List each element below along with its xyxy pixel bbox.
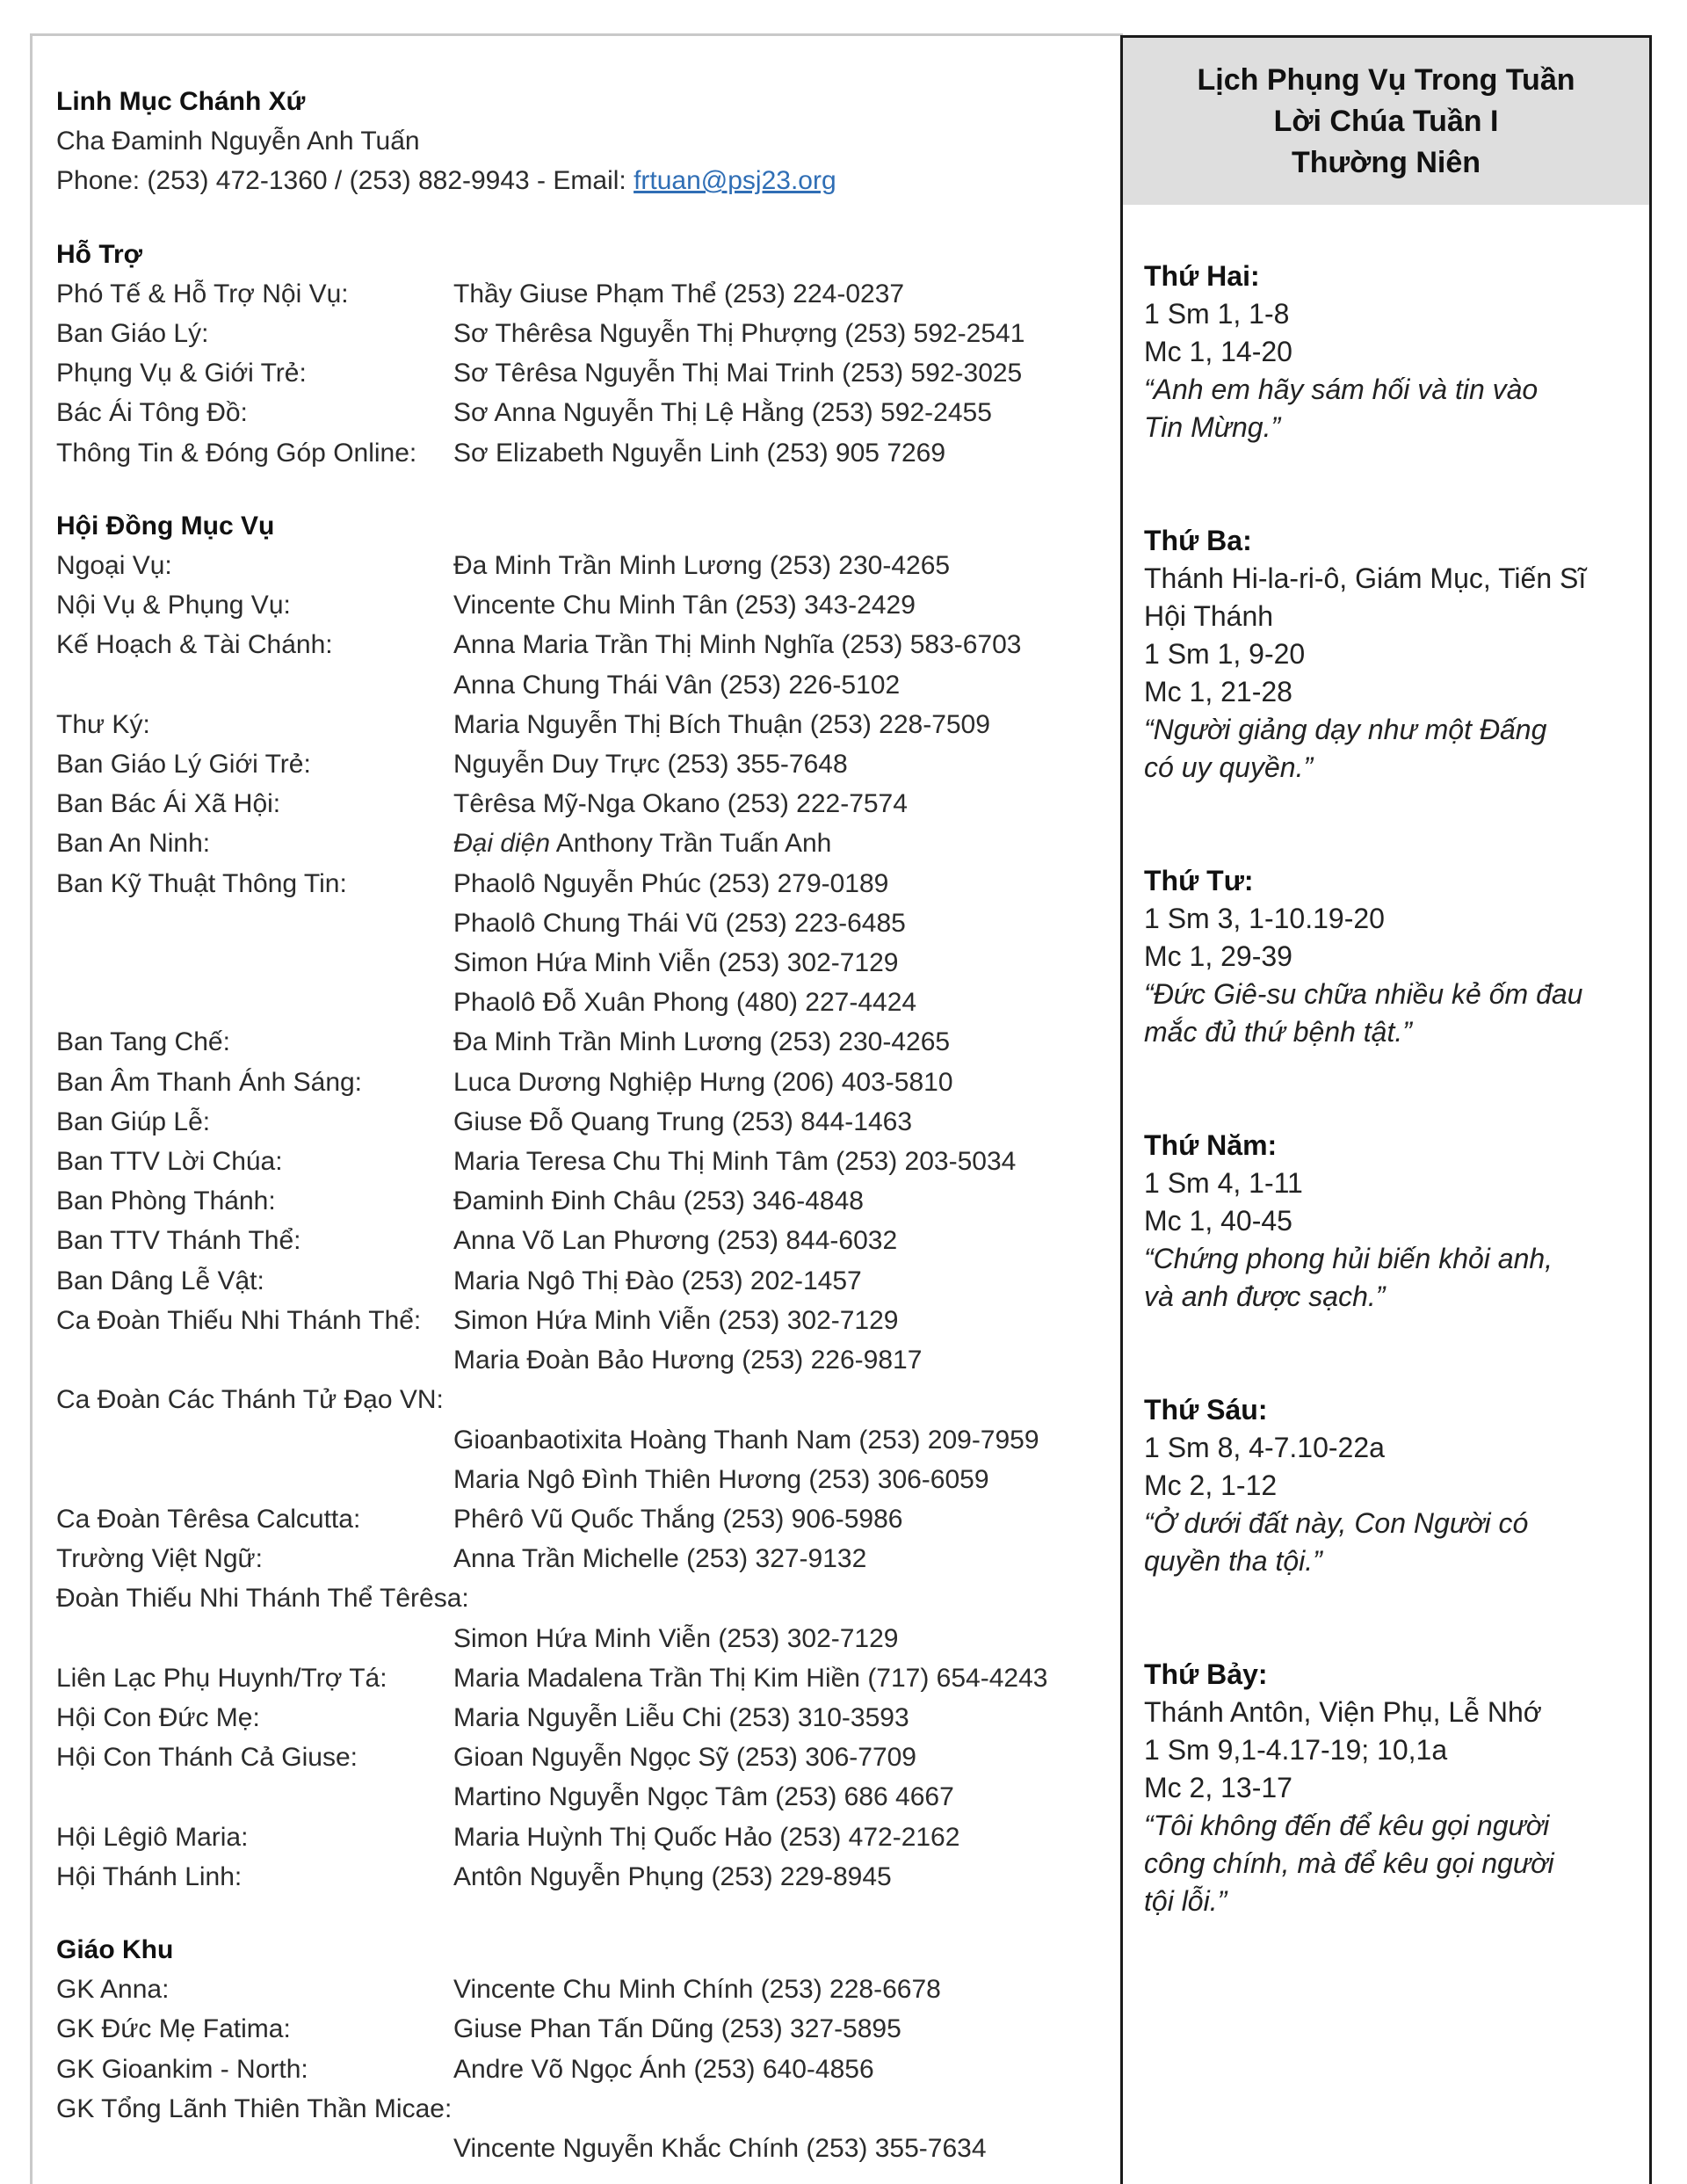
liturgy-reading: 1 Sm 3, 1-10.19-20 — [1144, 903, 1385, 934]
directory-value-text: Anna Maria Trần Thị Minh Nghĩa (253) 583-6703 — [453, 630, 1022, 660]
directory-value-text: Vincente Chu Minh Chính (253) 228-6678 — [453, 1975, 941, 2005]
directory-row — [56, 353, 1111, 393]
directory-label: Hội Con Thánh Cả Giuse: — [56, 1743, 358, 1773]
directory-row — [56, 983, 1111, 1022]
directory-value — [453, 314, 1111, 353]
directory-row — [56, 1301, 1111, 1340]
directory-value-text: Antôn Nguyễn Phụng (253) 229-8945 — [453, 1861, 892, 1891]
directory-row — [56, 943, 1111, 983]
directory-value-text: Giuse Phan Tấn Dũng (253) 327-5895 — [453, 2014, 901, 2044]
liturgy-quote: “Chứng phong hủi biến khỏi anh, — [1144, 1243, 1553, 1274]
liturgy-header — [1123, 38, 1649, 205]
directory-value-text: Simon Hứa Minh Viễn (253) 302-7129 — [453, 1305, 899, 1335]
liturgy-quote: công chính, mà để kêu gọi người — [1144, 1847, 1554, 1879]
directory-label: Đoàn Thiếu Nhi Thánh Thể Têrêsa: — [56, 1584, 469, 1614]
directory-value-text: Gioanbaotixita Hoàng Thanh Nam (253) 209-7959 — [453, 1425, 1039, 1455]
directory-label: Ban Âm Thanh Ánh Sáng: — [56, 1067, 363, 1097]
directory-value — [453, 1460, 1111, 1499]
directory-value — [453, 585, 1111, 625]
liturgy-quote: có uy quyền.” — [1144, 751, 1314, 783]
directory-row — [56, 705, 1111, 744]
directory-label — [56, 1420, 453, 1460]
directory-value — [453, 1777, 1111, 1817]
directory-label: GK Tổng Lãnh Thiên Thần Micae: — [56, 2093, 453, 2123]
directory-value — [453, 1499, 1111, 1539]
directory-label: Ban TTV Thánh Thể: — [56, 1226, 301, 1256]
directory-label: Ban An Ninh: — [56, 829, 211, 859]
directory-value — [453, 744, 1111, 784]
directory-row — [56, 744, 1111, 784]
directory-label: Ban Tang Chế: — [56, 1027, 230, 1057]
pastor-title: Linh Mục Chánh Xứ — [56, 87, 306, 116]
directory-value — [453, 1857, 1111, 1897]
directory-value — [453, 274, 1111, 314]
directory-value-text: Giuse Đỗ Quang Trung (253) 844-1463 — [453, 1107, 912, 1136]
directory-value — [453, 665, 1111, 705]
directory-value-text: Têrêsa Mỹ-Nga Okano (253) 222-7574 — [453, 789, 908, 819]
directory-value — [453, 705, 1111, 744]
liturgy-day — [1144, 1391, 1649, 1580]
directory-value — [453, 784, 1111, 824]
directory-row — [56, 393, 1111, 432]
directory-value-text: Anna Võ Lan Phương (253) 844-6032 — [453, 1226, 898, 1256]
directory-label — [56, 943, 453, 983]
directory-value — [453, 625, 1111, 664]
directory-label — [56, 983, 453, 1022]
directory-label: Ban Kỹ Thuật Thông Tin: — [56, 868, 347, 898]
liturgy-day-name: Thứ Hai: — [1144, 260, 1260, 292]
liturgy-reading: Thánh Antôn, Viện Phụ, Lễ Nhớ — [1144, 1696, 1542, 1728]
directory-label: Hội Lêgiô Maria: — [56, 1822, 249, 1852]
directory-value — [453, 1738, 1111, 1777]
directory-value-text: Đa Minh Trần Minh Lương (253) 230-4265 — [453, 1027, 951, 1057]
directory-value-text: Anna Chung Thái Vân (253) 226-5102 — [453, 670, 901, 700]
directory-value-text: Simon Hứa Minh Viễn (253) 302-7129 — [453, 948, 899, 978]
liturgy-reading: Hội Thánh — [1144, 600, 1274, 632]
directory-value — [453, 2129, 1111, 2168]
council-title: Hội Đồng Mục Vụ — [56, 511, 275, 541]
directory-value — [453, 1970, 1111, 2009]
directory-row — [56, 546, 1111, 585]
directory-value — [453, 433, 1111, 473]
directory-label — [56, 1340, 453, 1380]
liturgy-quote: “Đức Giê-su chữa nhiều kẻ ốm đau — [1144, 978, 1583, 1010]
directory-label: Phụng Vụ & Giới Trẻ: — [56, 359, 307, 388]
directory-label: Ca Đoàn Thiếu Nhi Thánh Thể: — [56, 1305, 422, 1335]
directory-value — [453, 983, 1111, 1022]
liturgy-reading: 1 Sm 1, 9-20 — [1144, 638, 1306, 670]
liturgy-reading: 1 Sm 9,1-4.17-19; 10,1a — [1144, 1734, 1448, 1766]
directory-value — [453, 1698, 1111, 1738]
liturgy-reading: 1 Sm 8, 4-7.10-22a — [1144, 1432, 1385, 1463]
liturgy-quote: Tin Mừng.” — [1144, 411, 1281, 443]
directory-value — [453, 1340, 1111, 1380]
liturgy-reading: 1 Sm 4, 1-11 — [1144, 1167, 1303, 1199]
directory-label: Ngoại Vụ: — [56, 551, 172, 581]
directory-value-italic: Đại diện — [453, 829, 551, 859]
directory-value — [453, 1142, 1111, 1181]
directory-value-text: Đa Minh Trần Minh Lương (253) 230-4265 — [453, 551, 951, 581]
directory-row — [56, 1539, 1111, 1578]
directory-value — [453, 1063, 1111, 1102]
liturgy-day-name: Thứ Bảy: — [1144, 1658, 1268, 1690]
directory-value-text: Sơ Thêrêsa Nguyễn Thị Phượng (253) 592-2541 — [453, 319, 1025, 349]
directory-row — [56, 1340, 1111, 1380]
liturgy-quote: “Tôi không đến để kêu gọi người — [1144, 1810, 1550, 1841]
directory-label: Ban Phòng Thánh: — [56, 1186, 276, 1216]
liturgy-reading: Thánh Hi-la-ri-ô, Giám Mục, Tiến Sĩ — [1144, 562, 1587, 594]
directory-row — [56, 1102, 1111, 1142]
directory-value-text: Sơ Têrêsa Nguyễn Thị Mai Trinh (253) 592-3025 — [453, 359, 1023, 388]
directory-label: Hội Thánh Linh: — [56, 1861, 243, 1891]
directory-row — [56, 1261, 1111, 1301]
directory-label: Phó Tế & Hỗ Trợ Nội Vụ: — [56, 279, 349, 308]
directory-value-text: Phaolô Chung Thái Vũ (253) 223-6485 — [453, 908, 906, 938]
directory-row — [56, 1857, 1111, 1897]
directory-value — [453, 1818, 1111, 1857]
directory-row — [56, 1181, 1111, 1221]
pastor-contact-phone: Phone: (253) 472-1360 / (253) 882-9943 - Email: — [56, 166, 634, 196]
directory-row — [56, 1970, 1111, 2009]
directory-row — [56, 903, 1111, 943]
directory-label: Bác Ái Tông Đồ: — [56, 398, 248, 428]
liturgy-quote: “Ở dưới đất này, Con Người có — [1144, 1507, 1529, 1539]
directory-value — [453, 2050, 1111, 2089]
districts-title: Giáo Khu — [56, 1934, 174, 1964]
directory-row — [56, 1420, 1111, 1460]
liturgy-reading: Mc 2, 1-12 — [1144, 1469, 1278, 1501]
directory-value-text: Anthony Trần Tuấn Anh — [550, 829, 832, 859]
directory-value-text: Gioan Nguyễn Ngọc Sỹ (253) 306-7709 — [453, 1743, 916, 1773]
liturgy-day — [1144, 1656, 1649, 1920]
directory-value-text: Nguyễn Duy Trực (253) 355-7648 — [453, 750, 848, 780]
directory-value — [453, 1102, 1111, 1142]
liturgy-day — [1144, 258, 1649, 446]
directory-label: Ban Giáo Lý Giới Trẻ: — [56, 750, 311, 780]
directory-label — [56, 665, 453, 705]
directory-value-text: Maria Ngô Đình Thiên Hương (253) 306-6059 — [453, 1464, 989, 1494]
liturgy-quote: “Anh em hãy sám hối và tin vào — [1144, 374, 1539, 405]
directory-value — [453, 1619, 1111, 1658]
directory-row — [56, 1063, 1111, 1102]
liturgy-reading: 1 Sm 1, 1-8 — [1144, 298, 1290, 330]
directory-value — [453, 393, 1111, 432]
directory-value-text: Sơ Anna Nguyễn Thị Lệ Hằng (253) 592-2455 — [453, 398, 992, 428]
directory-row — [56, 2009, 1111, 2049]
liturgy-day-name: Thứ Tư: — [1144, 865, 1254, 896]
council-section — [56, 506, 1111, 1897]
liturgy-quote: tội lỗi.” — [1144, 1885, 1227, 1917]
council-list — [56, 546, 1111, 1897]
directory-value-text: Phaolô Nguyễn Phúc (253) 279-0189 — [453, 868, 889, 898]
directory-label: Kế Hoạch & Tài Chánh: — [56, 630, 333, 660]
directory-value-text: Maria Nguyễn Liễu Chi (253) 310-3593 — [453, 1702, 909, 1732]
directory-value-text: Maria Madalena Trần Thị Kim Hiền (717) 654-4243 — [453, 1663, 1048, 1693]
directory-label: Liên Lạc Phụ Huynh/Trợ Tá: — [56, 1663, 387, 1693]
directory-label — [56, 1619, 453, 1658]
directory-row — [56, 1221, 1111, 1260]
directory-value — [453, 1022, 1111, 1062]
support-section — [56, 235, 1111, 473]
directory-label — [56, 1460, 453, 1499]
liturgy-reading: Mc 1, 21-28 — [1144, 676, 1292, 707]
directory-label: Trường Việt Ngữ: — [56, 1544, 263, 1574]
liturgy-quote: mắc đủ thứ bệnh tật.” — [1144, 1016, 1412, 1048]
directory-row — [56, 864, 1111, 903]
liturgy-days — [1123, 205, 1649, 1920]
liturgy-reading: Mc 1, 40-45 — [1144, 1205, 1292, 1237]
directory-label: Thư Ký: — [56, 709, 150, 739]
directory-value-text: Anna Trần Michelle (253) 327-9132 — [453, 1544, 867, 1574]
directory-value-text: Phêrô Vũ Quốc Thắng (253) 906-5986 — [453, 1504, 903, 1534]
directory-value-text: Thầy Giuse Phạm Thể (253) 224-0237 — [453, 279, 905, 308]
directory-label: Ban Giáo Lý: — [56, 319, 209, 349]
directory-value — [453, 546, 1111, 585]
directory-value — [453, 1658, 1111, 1698]
directory-label: Ban Dâng Lễ Vật: — [56, 1266, 264, 1295]
directory-value-text: Maria Đoàn Bảo Hương (253) 226-9817 — [453, 1346, 923, 1375]
directory-value-text: Maria Huỳnh Thị Quốc Hảo (253) 472-2162 — [453, 1822, 960, 1852]
liturgy-header-line: Lời Chúa Tuần I — [1273, 104, 1499, 138]
directory-label: Nội Vụ & Phụng Vụ: — [56, 591, 291, 620]
liturgy-day-name: Thứ Ba: — [1144, 525, 1252, 556]
liturgy-box — [1120, 35, 1652, 2184]
directory-row — [56, 1658, 1111, 1698]
directory-row — [56, 1022, 1111, 1062]
directory-label: Ban Bác Ái Xã Hội: — [56, 789, 281, 819]
directory-row — [56, 1460, 1111, 1499]
liturgy-day-name: Thứ Năm: — [1144, 1129, 1278, 1161]
directory-value — [453, 1301, 1111, 1340]
liturgy-header-line: Thường Niên — [1292, 145, 1481, 179]
directory-value — [453, 1221, 1111, 1260]
liturgy-quote: “Người giảng dạy như một Đấng — [1144, 714, 1547, 745]
directory-row — [56, 1818, 1111, 1857]
directory-value — [453, 1420, 1111, 1460]
directory-value — [453, 2009, 1111, 2049]
directory-row — [56, 625, 1111, 664]
directory-row — [56, 1698, 1111, 1738]
directory-value — [453, 1181, 1111, 1221]
directory-row — [56, 1578, 1111, 1618]
directory-value-text: Sơ Elizabeth Nguyễn Linh (253) 905 7269 — [453, 438, 946, 468]
liturgy-quote: quyền tha tội.” — [1144, 1545, 1322, 1577]
directory-row — [56, 2129, 1111, 2168]
directory-label: GK Đức Mẹ Fatima: — [56, 2014, 291, 2044]
directory-label: Thông Tin & Đóng Góp Online: — [56, 438, 417, 468]
directory-value-text: Vincente Chu Minh Tân (253) 343-2429 — [453, 591, 916, 620]
directory-row — [56, 784, 1111, 824]
directory-row — [56, 2050, 1111, 2089]
directory-row — [56, 274, 1111, 314]
liturgy-day — [1144, 862, 1649, 1051]
directory-value-text: Phaolô Đỗ Xuân Phong (480) 227-4424 — [453, 988, 917, 1018]
directory-label: Ca Đoàn Têrêsa Calcutta: — [56, 1504, 361, 1534]
directory-label: Ban Giúp Lễ: — [56, 1107, 211, 1136]
directory-row — [56, 1738, 1111, 1777]
support-title: Hỗ Trợ — [56, 239, 142, 269]
pastor-email-link[interactable]: frtuan@psj23.org — [634, 166, 836, 196]
directory-label — [56, 1777, 453, 1817]
directory-label — [56, 903, 453, 943]
directory-row — [56, 2089, 1111, 2129]
directory-label: GK Gioankim - North: — [56, 2054, 308, 2084]
districts-section — [56, 1930, 1111, 2168]
directory-value-text: Maria Ngô Thị Đào (253) 202-1457 — [453, 1266, 862, 1295]
directory-row — [56, 1142, 1111, 1181]
directory-label — [56, 2129, 453, 2168]
directory-value-text: Martino Nguyễn Ngọc Tâm (253) 686 4667 — [453, 1782, 954, 1812]
directory-value-text: Đaminh Đinh Châu (253) 346-4848 — [453, 1186, 864, 1216]
directory-value — [453, 824, 1111, 863]
liturgy-quote: và anh được sạch.” — [1144, 1281, 1386, 1312]
pastor-contact — [56, 161, 1111, 200]
directory-column — [56, 82, 1111, 2168]
directory-value-text: Vincente Nguyễn Khắc Chính (253) 355-7634 — [453, 2133, 987, 2163]
directory-value — [453, 1261, 1111, 1301]
directory-row — [56, 1380, 1111, 1419]
directory-label: Hội Con Đức Mẹ: — [56, 1702, 260, 1732]
directory-value — [453, 903, 1111, 943]
directory-row — [56, 1499, 1111, 1539]
directory-value-text: Andre Võ Ngọc Ánh (253) 640-4856 — [453, 2054, 874, 2084]
directory-label: GK Anna: — [56, 1975, 170, 2005]
liturgy-reading: Mc 1, 14-20 — [1144, 336, 1292, 367]
pastor-section — [56, 82, 1111, 201]
liturgy-day — [1144, 522, 1649, 787]
liturgy-day-name: Thứ Sáu: — [1144, 1394, 1268, 1426]
districts-list — [56, 1970, 1111, 2168]
liturgy-reading: Mc 2, 13-17 — [1144, 1772, 1292, 1803]
directory-row — [56, 585, 1111, 625]
directory-value — [453, 864, 1111, 903]
directory-value — [453, 353, 1111, 393]
directory-row — [56, 665, 1111, 705]
directory-row — [56, 314, 1111, 353]
directory-row — [56, 1619, 1111, 1658]
pastor-name: Cha Đaminh Nguyễn Anh Tuấn — [56, 127, 420, 156]
directory-row — [56, 824, 1111, 863]
directory-value-text: Maria Teresa Chu Thị Minh Tâm (253) 203-5034 — [453, 1147, 1017, 1177]
directory-row — [56, 433, 1111, 473]
directory-label: Ca Đoàn Các Thánh Tử Đạo VN: — [56, 1385, 444, 1415]
directory-value-text: Luca Dương Nghiệp Hưng (206) 403-5810 — [453, 1067, 953, 1097]
liturgy-day — [1144, 1127, 1649, 1316]
liturgy-reading: Mc 1, 29-39 — [1144, 940, 1292, 972]
directory-row — [56, 1777, 1111, 1817]
liturgy-header-line: Lịch Phụng Vụ Trong Tuần — [1197, 62, 1575, 97]
directory-value — [453, 943, 1111, 983]
directory-value-text: Simon Hứa Minh Viễn (253) 302-7129 — [453, 1623, 899, 1653]
directory-label: Ban TTV Lời Chúa: — [56, 1147, 283, 1177]
directory-value — [453, 1539, 1111, 1578]
directory-value-text: Maria Nguyễn Thị Bích Thuận (253) 228-7509 — [453, 709, 990, 739]
support-list — [56, 274, 1111, 473]
